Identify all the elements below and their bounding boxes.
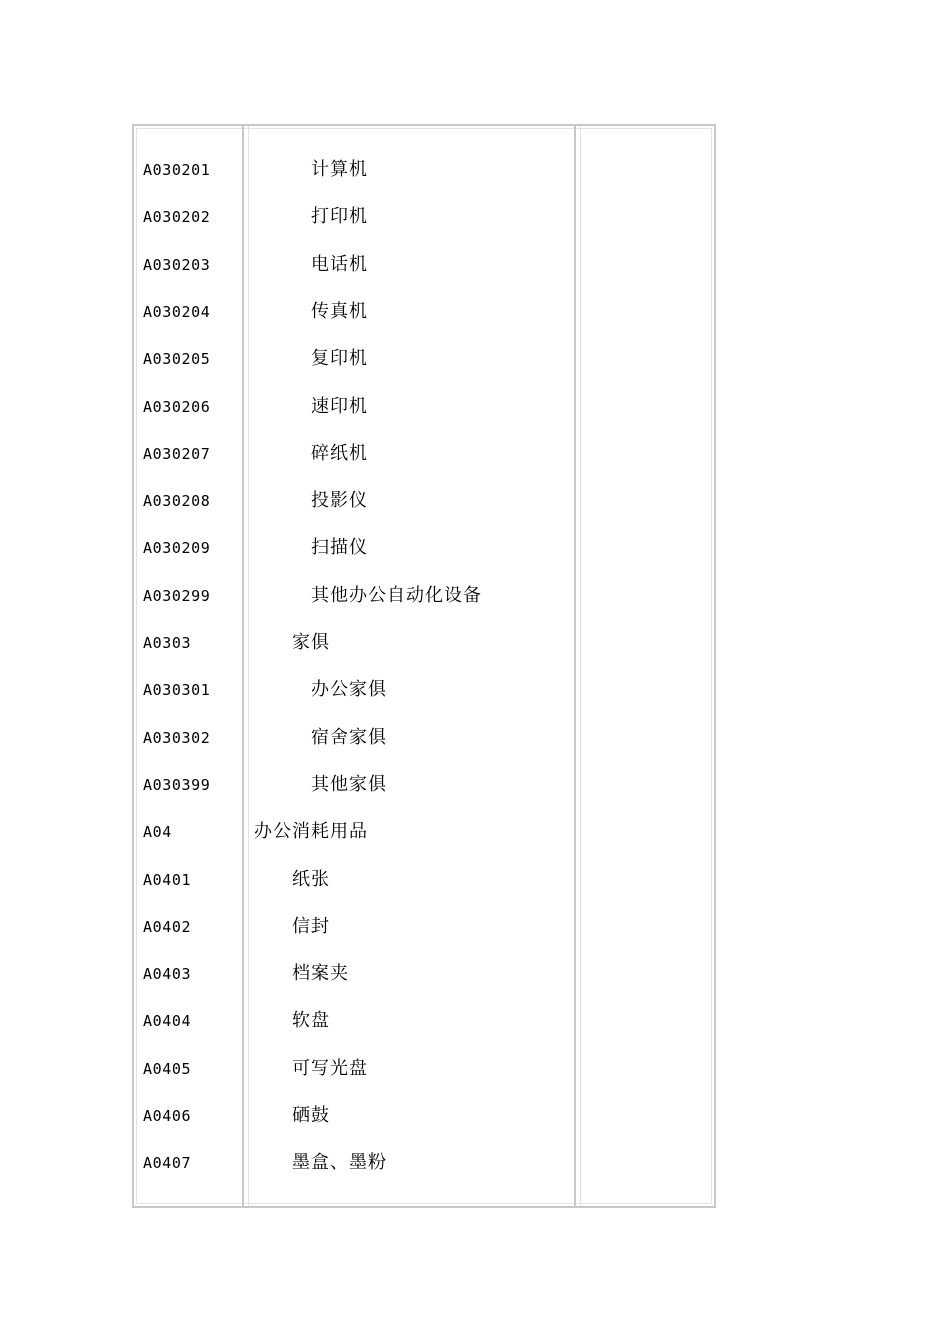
item-code: A0404 xyxy=(143,1012,192,1031)
item-code: A04 xyxy=(143,823,172,842)
item-name: 办公消耗用品 xyxy=(254,821,368,843)
table-row xyxy=(134,347,714,371)
item-code: A030203 xyxy=(143,255,211,274)
item-name: 其他办公自动化设备 xyxy=(311,584,482,606)
table-row xyxy=(134,205,714,229)
table-row xyxy=(134,395,714,419)
table-row xyxy=(134,253,714,277)
item-code: A030202 xyxy=(143,208,211,227)
item-code: A0402 xyxy=(143,917,192,936)
item-name: 打印机 xyxy=(311,206,368,228)
table-row xyxy=(134,1009,714,1033)
item-code: A030207 xyxy=(143,444,211,463)
table-row xyxy=(134,300,714,324)
item-code: A030399 xyxy=(143,775,211,794)
item-code: A0406 xyxy=(143,1107,192,1125)
item-code: A030201 xyxy=(143,161,211,179)
item-code: A030204 xyxy=(143,302,211,321)
item-code: A0403 xyxy=(143,965,192,984)
item-code: A030208 xyxy=(143,492,211,511)
item-name: 可写光盘 xyxy=(292,1057,368,1079)
item-name: 办公家俱 xyxy=(311,679,387,701)
item-name: 硒鼓 xyxy=(292,1105,330,1126)
item-name: 家俱 xyxy=(292,632,330,653)
table-row xyxy=(134,962,714,986)
item-code: A0401 xyxy=(143,870,192,889)
table-row xyxy=(134,773,714,797)
table-row xyxy=(134,820,714,844)
table-row xyxy=(134,726,714,750)
item-name: 档案夹 xyxy=(292,963,349,985)
item-name: 扫描仪 xyxy=(311,537,368,559)
column-divider-name-extra xyxy=(574,126,581,1206)
item-name: 复印机 xyxy=(311,348,368,370)
table-row xyxy=(134,489,714,513)
item-name: 宿舍家俱 xyxy=(311,726,387,748)
item-name: 信封 xyxy=(292,915,330,937)
item-code: A030301 xyxy=(143,681,211,700)
item-code: A030299 xyxy=(143,586,211,605)
item-code: A0303 xyxy=(143,634,192,652)
item-name: 碎纸机 xyxy=(311,442,368,464)
item-code: A0405 xyxy=(143,1059,192,1078)
item-name: 其他家俱 xyxy=(311,773,387,795)
item-name: 速印机 xyxy=(311,395,368,417)
table-row xyxy=(134,158,714,182)
item-name: 软盘 xyxy=(292,1010,330,1032)
item-name: 计算机 xyxy=(311,159,368,180)
item-name: 墨盒、墨粉 xyxy=(292,1152,387,1174)
table-row xyxy=(134,678,714,702)
table-row xyxy=(134,442,714,466)
item-name: 电话机 xyxy=(311,253,368,275)
catalog-table xyxy=(132,124,716,1208)
item-code: A030302 xyxy=(143,728,211,747)
item-name: 传真机 xyxy=(311,300,368,322)
item-name: 纸张 xyxy=(292,868,330,890)
table-row xyxy=(134,1057,714,1081)
item-code: A0407 xyxy=(143,1154,192,1173)
item-code: A030209 xyxy=(143,539,211,558)
item-code: A030205 xyxy=(143,350,211,369)
table-row xyxy=(134,1151,714,1175)
table-row xyxy=(134,631,714,655)
table-row xyxy=(134,1104,714,1128)
item-name: 投影仪 xyxy=(311,490,368,512)
table-row xyxy=(134,584,714,608)
table-row xyxy=(134,868,714,892)
item-code: A030206 xyxy=(143,397,211,416)
column-divider-code-name xyxy=(242,126,249,1206)
table-row xyxy=(134,536,714,560)
table-row xyxy=(134,915,714,939)
